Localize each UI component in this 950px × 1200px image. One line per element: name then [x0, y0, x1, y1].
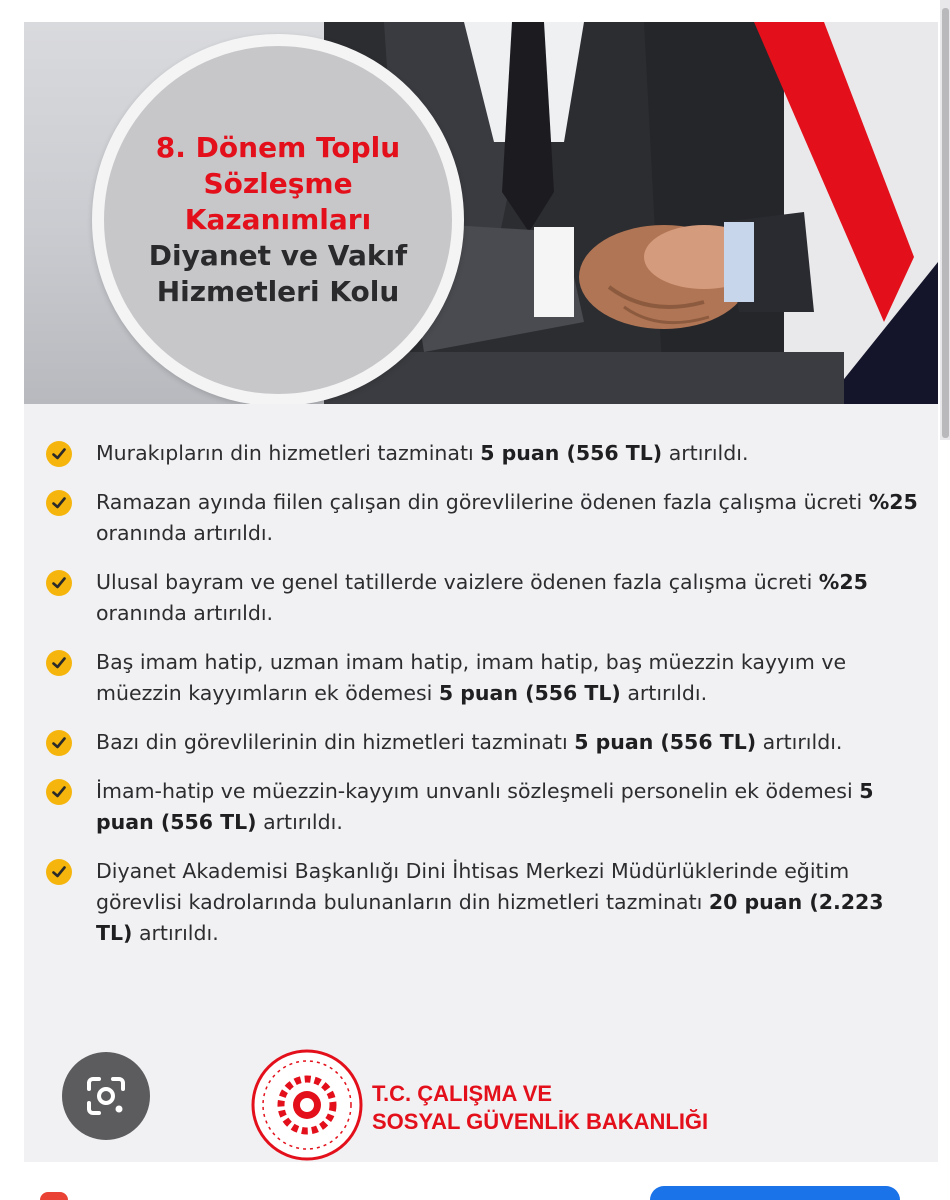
list-item-post: oranında artırıldı.: [96, 601, 274, 625]
google-lens-icon: [85, 1075, 127, 1117]
ministry-line-2: SOSYAL GÜVENLİK BAKANLIĞI: [372, 1109, 709, 1134]
scrollbar[interactable]: [940, 0, 950, 440]
title-badge: [92, 34, 464, 404]
list-item-pre: Baş imam hatip, uzman imam hatip, imam hatip, baş müezzin kayyım ve müezzin kayyımların ek ödemesi: [96, 650, 847, 705]
check-circle-icon: [46, 570, 72, 596]
check-circle-icon: [46, 650, 72, 676]
hero-photo: [24, 22, 938, 404]
list-item-pre: Bazı din görevlilerinin din hizmetleri tazminatı: [96, 730, 575, 754]
list-item: [46, 856, 926, 949]
infographic-card: [24, 22, 938, 1162]
ministry-seal-logo: [250, 1048, 364, 1162]
list-item-pre: Diyanet Akademisi Başkanlığı Dini İhtisas Merkezi Müdürlüklerinde eğitim görevlisi kadrolarında bulunanların din hizmetleri tazminatı: [96, 859, 850, 914]
list-item-post: oranında artırıldı.: [96, 521, 274, 545]
google-lens-button[interactable]: [62, 1052, 150, 1140]
list-item-pre: Ulusal bayram ve genel tatillerde vaizlere ödenen fazla çalışma ücreti: [96, 570, 819, 594]
list-item-post: artırıldı.: [620, 681, 708, 705]
list-item: [46, 487, 926, 549]
check-circle-icon: [46, 730, 72, 756]
list-item-post: artırıldı.: [256, 810, 343, 834]
list-item-pre: Murakıpların din hizmetleri tazminatı: [96, 441, 481, 465]
list-item: [46, 647, 926, 709]
bottom-action-button[interactable]: [650, 1186, 900, 1200]
list-item: [46, 438, 926, 469]
ministry-line-1: T.C. ÇALIŞMA VE: [372, 1081, 553, 1106]
list-item-bold: 5 puan (556 TL): [574, 730, 757, 754]
badge-line-4: Diyanet ve Vakıf: [148, 239, 408, 272]
list-item-bold: %25: [868, 490, 918, 514]
list-item-bold: 20 puan (2.223 TL): [96, 890, 884, 945]
badge-line-5: Hizmetleri Kolu: [156, 275, 400, 308]
check-circle-icon: [46, 490, 72, 516]
list-item-post: artırıldı.: [132, 921, 219, 945]
list-item: [46, 776, 926, 838]
scrollbar-thumb[interactable]: [942, 8, 949, 438]
check-circle-icon: [46, 779, 72, 805]
list-item-bold: 5 puan (556 TL): [480, 441, 663, 465]
list-item-bold: %25: [818, 570, 868, 594]
list-item: [46, 727, 926, 758]
bottom-indicator-red: [40, 1192, 68, 1200]
list-item-pre: Ramazan ayında fiilen çalışan din görevlilerine ödenen fazla çalışma ücreti: [96, 490, 869, 514]
check-circle-icon: [46, 441, 72, 467]
list-item-bold: 5 puan (556 TL): [96, 779, 874, 834]
list-item: [46, 567, 926, 629]
check-circle-icon: [46, 859, 72, 885]
list-item-pre: İmam-hatip ve müezzin-kayyım unvanlı sözleşmeli personelin ek ödemesi: [96, 779, 860, 803]
list-item-post: artırıldı.: [756, 730, 843, 754]
list-item-post: artırıldı.: [662, 441, 749, 465]
ministry-name: [372, 1080, 708, 1136]
badge-line-3: Kazanımları: [184, 203, 372, 236]
gains-list: [46, 438, 926, 967]
list-item-bold: 5 puan (556 TL): [438, 681, 621, 705]
badge-line-1: 8. Dönem Toplu: [155, 131, 401, 164]
badge-line-2: Sözleşme: [203, 167, 353, 200]
